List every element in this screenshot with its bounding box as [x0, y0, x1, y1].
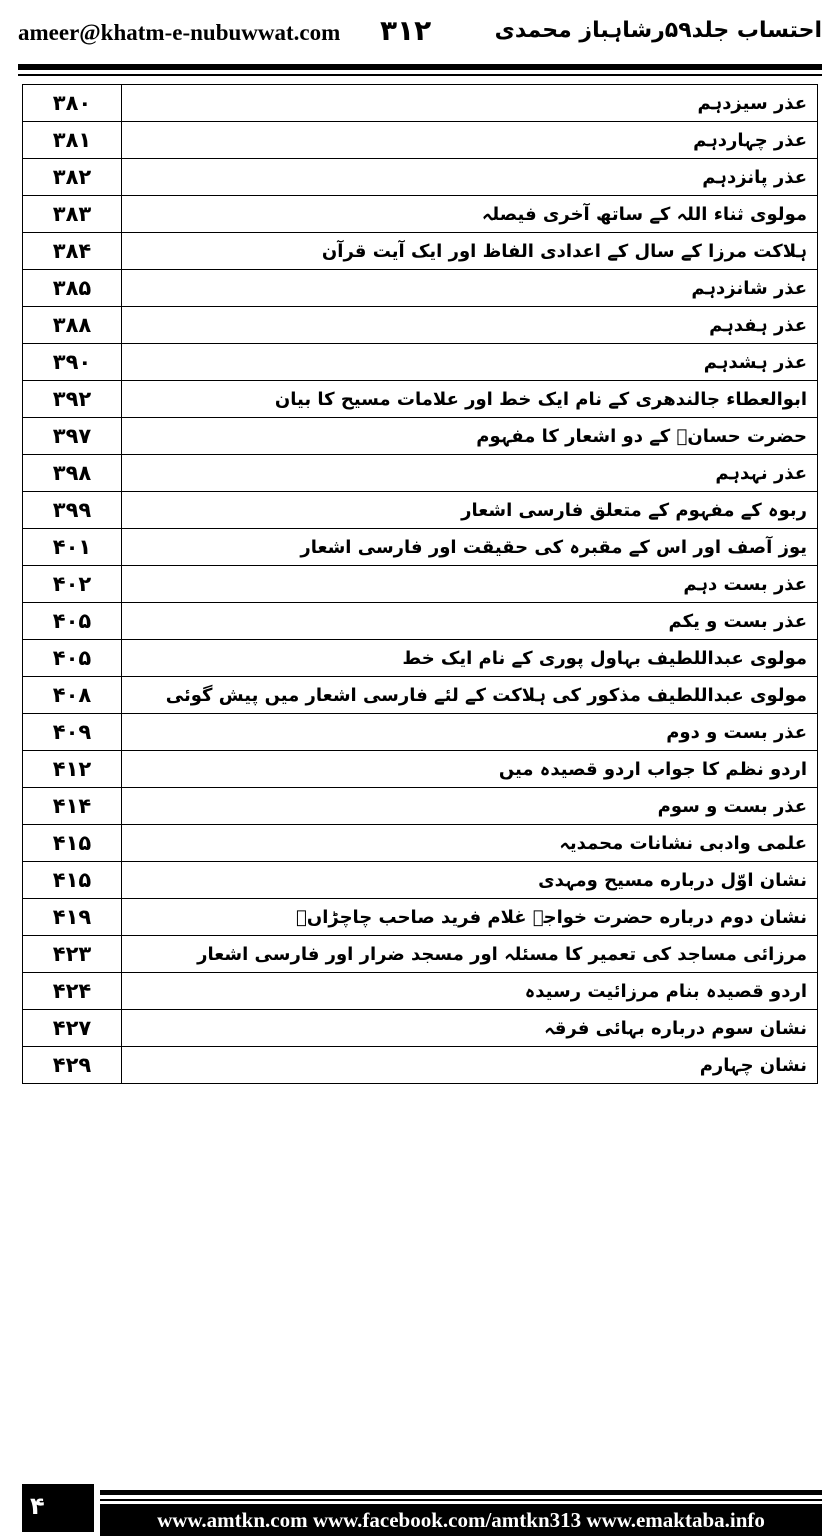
- toc-row: [23, 640, 818, 677]
- toc-title: ابوالعطاء جالندھری کے نام ایک خط اور علامات مسیح کا بیان: [122, 381, 818, 418]
- toc-row: [23, 307, 818, 344]
- toc-page-number: ۴۰۹: [23, 714, 122, 751]
- toc-page-number: ۳۹۲: [23, 381, 122, 418]
- toc-page-number: ۳۹۰: [23, 344, 122, 381]
- toc-title: ہلاکت مرزا کے سال کے اعدادی الفاظ اور ایک آیت قرآن: [122, 233, 818, 270]
- header-rule-thick: [18, 64, 822, 70]
- toc-title: حضرت حسانؓ کے دو اشعار کا مفہوم: [122, 418, 818, 455]
- toc-page-number: ۳۹۷: [23, 418, 122, 455]
- toc-row: [23, 825, 818, 862]
- toc-row: [23, 677, 818, 714]
- toc-row: [23, 788, 818, 825]
- toc-title: ربوہ کے مفہوم کے متعلق فارسی اشعار: [122, 492, 818, 529]
- toc-row: [23, 714, 818, 751]
- toc-title: نشان سوم درباره بہائی فرقہ: [122, 1010, 818, 1047]
- toc-row: [23, 973, 818, 1010]
- toc-page-number: ۴۲۳: [23, 936, 122, 973]
- toc-row: [23, 603, 818, 640]
- toc-page-number: ۳۸۰: [23, 85, 122, 122]
- toc-title: یوز آصف اور اس کے مقبرہ کی حقیقت اور فارسی اشعار: [122, 529, 818, 566]
- toc-page-number: ۴۰۸: [23, 677, 122, 714]
- toc-page-number: ۳۸۴: [23, 233, 122, 270]
- toc-row: [23, 233, 818, 270]
- footer-rule-thin: [100, 1499, 822, 1501]
- toc-page-number: ۳۸۲: [23, 159, 122, 196]
- toc-title: نشان اوّل درباره مسیح ومہدی: [122, 862, 818, 899]
- toc-title: اردو نظم کا جواب اردو قصیدہ میں: [122, 751, 818, 788]
- toc-page-number: ۳۸۱: [23, 122, 122, 159]
- toc-page-number: ۴۲۴: [23, 973, 122, 1010]
- toc-row: [23, 1047, 818, 1084]
- toc-title: عذر ہفدہم: [122, 307, 818, 344]
- toc-row: [23, 862, 818, 899]
- toc-row: [23, 344, 818, 381]
- contents-table: [22, 84, 818, 1084]
- toc-page-number: ۴۱۵: [23, 825, 122, 862]
- toc-page-number: ۴۱۵: [23, 862, 122, 899]
- toc-page-number: ۴۲۷: [23, 1010, 122, 1047]
- footer-page-label: ۴: [22, 1484, 94, 1532]
- toc-row: [23, 122, 818, 159]
- toc-title: علمی وادبی نشانات محمدیہ: [122, 825, 818, 862]
- toc-title: نشان چہارم: [122, 1047, 818, 1084]
- toc-title: عذر بست و سوم: [122, 788, 818, 825]
- toc-title: عذر بست دہم: [122, 566, 818, 603]
- toc-title: عذر پانزدہم: [122, 159, 818, 196]
- toc-row: [23, 492, 818, 529]
- toc-title: عذر بست و دوم: [122, 714, 818, 751]
- toc-title: عذر شانزدہم: [122, 270, 818, 307]
- toc-row: [23, 381, 818, 418]
- header-email: ameer@khatm-e-nubuwwat.com: [18, 20, 341, 45]
- toc-page-number: ۳۹۸: [23, 455, 122, 492]
- toc-page-number: ۴۰۵: [23, 603, 122, 640]
- toc-row: [23, 751, 818, 788]
- toc-title: نشان دوم درباره حضرت خواجہ غلام فرید صاحب چاچڑاںؒ: [122, 899, 818, 936]
- toc-row: [23, 159, 818, 196]
- header-rule-thin: [18, 74, 822, 76]
- toc-page-number: ۴۱۲: [23, 751, 122, 788]
- toc-row: [23, 270, 818, 307]
- toc-page-number: ۳۸۳: [23, 196, 122, 233]
- toc-row: [23, 529, 818, 566]
- toc-page-number: ۳۸۵: [23, 270, 122, 307]
- toc-page-number: ۴۰۱: [23, 529, 122, 566]
- header-page-number: ۳۱۲: [380, 14, 432, 47]
- header-book-title: احتساب جلد۵۹رشاہباز محمدی: [494, 18, 822, 43]
- toc-page-number: ۴۲۹: [23, 1047, 122, 1084]
- toc-title: مولوی عبداللطیف مذکور کی ہلاکت کے لئے فارسی اشعار میں پیش گوئی: [122, 677, 818, 714]
- toc-title: عذر بست و یکم: [122, 603, 818, 640]
- toc-row: [23, 899, 818, 936]
- toc-title: مولوی ثناء اللہ کے ساتھ آخری فیصلہ: [122, 196, 818, 233]
- toc-page-number: ۴۰۵: [23, 640, 122, 677]
- page-header: [18, 14, 822, 56]
- toc-row: [23, 1010, 818, 1047]
- toc-page-number: ۳۸۸: [23, 307, 122, 344]
- toc-page-number: ۴۰۲: [23, 566, 122, 603]
- toc-title: عذر سیزدہم: [122, 85, 818, 122]
- toc-page-number: ۴۱۴: [23, 788, 122, 825]
- toc-page-number: ۳۹۹: [23, 492, 122, 529]
- toc-row: [23, 455, 818, 492]
- toc-row: [23, 85, 818, 122]
- toc-title: مولوی عبداللطیف بہاول پوری کے نام ایک خط: [122, 640, 818, 677]
- footer-urls: www.amtkn.com www.facebook.com/amtkn313 www.emaktaba.info: [100, 1504, 822, 1536]
- toc-title: عذر چہاردہم: [122, 122, 818, 159]
- toc-title: مرزائی مساجد کی تعمیر کا مسئلہ اور مسجد ضرار اور فارسی اشعار: [122, 936, 818, 973]
- toc-title: عذر ہشدہم: [122, 344, 818, 381]
- toc-title: عذر نہدہم: [122, 455, 818, 492]
- toc-row: [23, 418, 818, 455]
- toc-title: اردو قصیدہ بنام مرزائیت رسیدہ: [122, 973, 818, 1010]
- toc-page-number: ۴۱۹: [23, 899, 122, 936]
- toc-row: [23, 566, 818, 603]
- footer-rule-thick: [100, 1490, 822, 1495]
- toc-row: [23, 196, 818, 233]
- toc-row: [23, 936, 818, 973]
